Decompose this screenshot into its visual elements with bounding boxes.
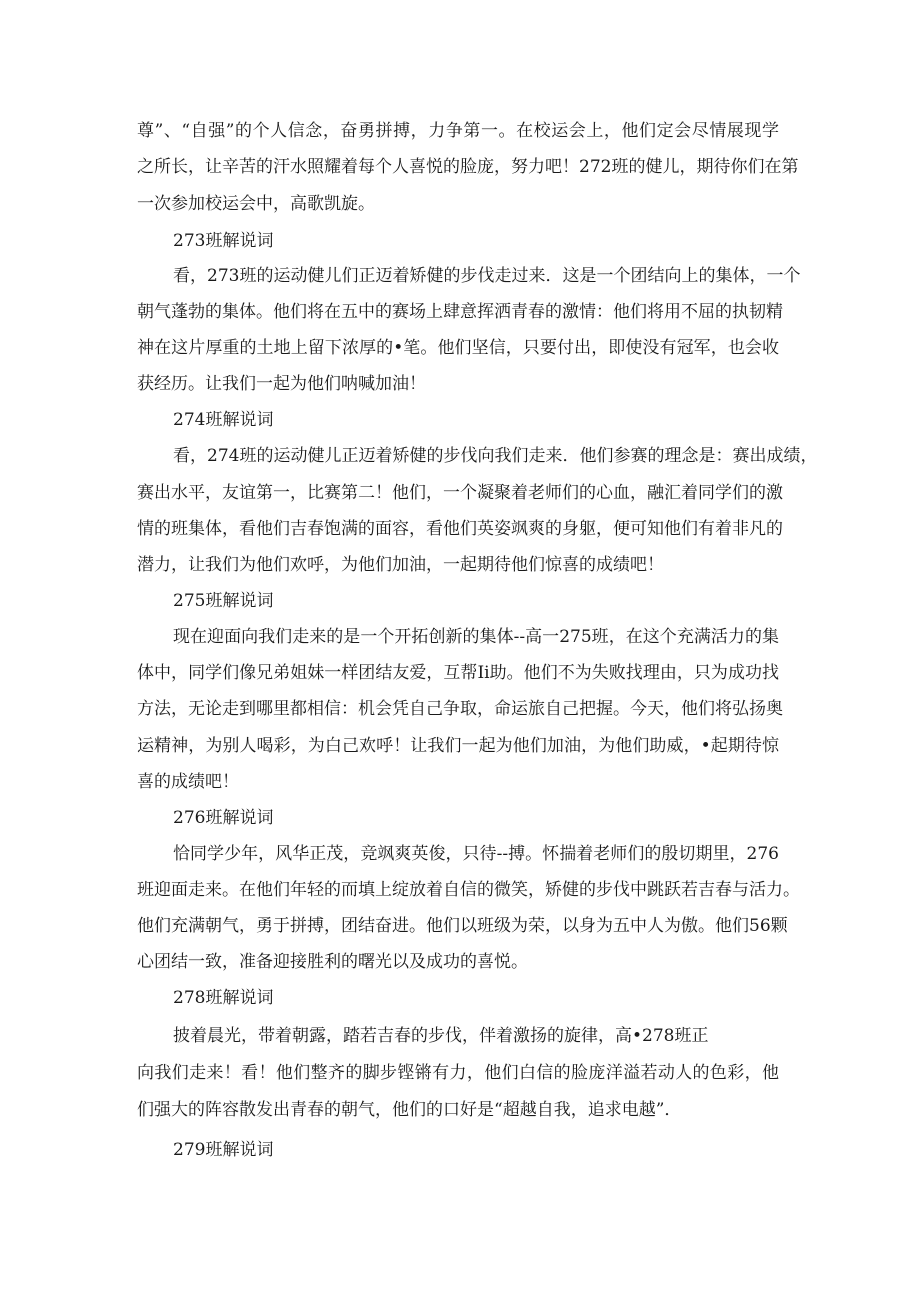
- section-heading-273: 273班解说词: [173, 231, 274, 251]
- paragraph-line: 体中，同学们像兄弟姐妹一样团结友爱，互帮Ii助。他们不为失败找理由，只为成功找: [137, 663, 779, 683]
- paragraph-line: 赛出水平，友谊第一，比赛第二！他们，一个凝聚着老师们的心血，融汇着同学们的激: [137, 483, 783, 503]
- paragraph-line: 他们充满朝气，勇于拼搏，团结奋进。他们以班级为荣，以身为五中人为傲。他们56颗: [137, 916, 788, 936]
- paragraph-line: 向我们走来！看！他们整齐的脚步铿锵有力，他们白信的脸庞洋溢若动人的色彩，他: [137, 1063, 779, 1083]
- paragraph-line: 恰同学少年，风华正茂，竞飒爽英俊，只待--搏。怀揣着老师们的殷切期里，276: [173, 844, 779, 864]
- section-heading-276: 276班解说词: [173, 808, 274, 828]
- paragraph-line: 之所长，让辛苦的汗水照耀着每个人喜悦的脸庞，努力吧！272班的健儿，期待你们在第: [137, 157, 799, 177]
- paragraph-line: 神在这片厚重的土地上留下浓厚的•笔。他们坚信，只要付出，即使没有冠军，也会收: [137, 338, 779, 358]
- paragraph-line: 现在迎面向我们走来的是一个开拓创新的集体--高一275班，在这个充满活力的集: [173, 627, 779, 647]
- paragraph-line: 看，273班的运动健儿们正迈着矫健的步伐走过来．这是一个团结向上的集体，一个: [173, 266, 801, 286]
- paragraph-line: 获经历。让我们一起为他们呐喊加油！: [137, 374, 426, 394]
- paragraph-line: 情的班集体，看他们吉春饱满的面容，看他们英姿飒爽的身躯，便可知他们有着非凡的: [137, 519, 783, 539]
- paragraph-line: 喜的成绩吧！: [137, 772, 239, 792]
- paragraph-line: 班迎面走来。在他们年轻的而填上绽放着自信的微笑，矫健的步伐中跳跃若吉春与活力。: [137, 880, 800, 900]
- paragraph-line: 看，274班的运动健儿正迈着矫健的步伐向我们走来．他们参赛的理念是：赛出成绩，: [173, 446, 818, 466]
- paragraph-line: 方法，无论走到哪里都相信：机会凭自己争取，命运旅自己把握。今天，他们将弘扬奥: [137, 699, 783, 719]
- section-heading-278: 278班解说词: [173, 988, 274, 1008]
- paragraph-line: 披着晨光，带着朝露，踏若吉春的步伐，伴着激扬的旋律，高•278班正: [173, 1026, 709, 1046]
- paragraph-line: 一次参加校运会中，高歌凯旋。: [137, 194, 375, 214]
- section-heading-279: 279班解说词: [173, 1140, 274, 1160]
- paragraph-line: 心团结一致，准备迎接胜利的曙光以及成功的喜悦。: [137, 952, 528, 972]
- paragraph-line: 尊”、“自强”的个人信念，奋勇拼搏，力争第一。在校运会上，他们定会尽情展现学: [137, 121, 779, 141]
- section-heading-274: 274班解说词: [173, 410, 274, 430]
- paragraph-line: 潜力，让我们为他们欢呼，为他们加油，一起期待他们惊喜的成绩吧！: [137, 555, 664, 575]
- paragraph-line: 们强大的阵容散发出青春的朝气，他们的口好是“超越自我，追求电越”．: [137, 1100, 682, 1120]
- section-heading-275: 275班解说词: [173, 591, 274, 611]
- paragraph-line: 运精神，为别人喝彩，为白己欢呼！让我们一起为他们加油，为他们助威，•起期待惊: [137, 736, 779, 756]
- paragraph-line: 朝气蓬勃的集体。他们将在五中的赛场上肆意挥洒青春的激情：他们将用不屈的执韧精: [137, 302, 783, 322]
